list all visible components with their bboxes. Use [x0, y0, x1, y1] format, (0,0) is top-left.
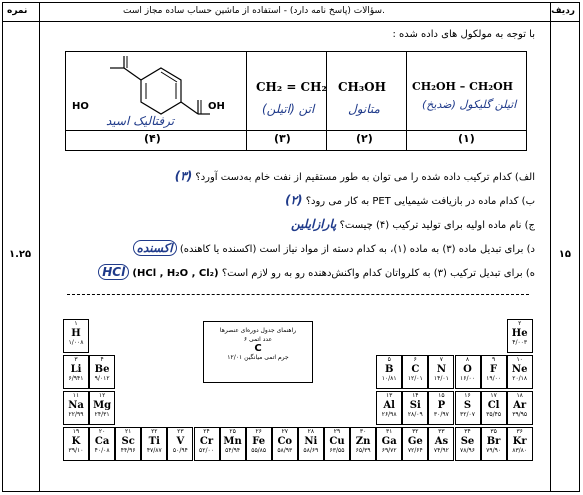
atomic-number: ۲۱: [124, 428, 132, 435]
atomic-mass: ۸۳/۸۰: [512, 447, 528, 454]
answer-a: (۳): [174, 169, 193, 183]
element-ar: [507, 391, 533, 425]
element-br: [481, 427, 507, 461]
element-ga: [376, 427, 402, 461]
element-symbol: V: [176, 436, 185, 447]
element-symbol: Ga: [381, 436, 397, 447]
element-symbol: P: [437, 400, 446, 411]
exam-sheet: [2, 2, 580, 492]
question-e-text: ه) برای تبدیل ترکیب (۳) به کلرواتان کدام واکنش‌دهنده رو به رو لازم است؟: [221, 268, 535, 279]
header-row-number: ردیف: [551, 6, 575, 16]
atomic-number: ۱۷: [490, 392, 497, 399]
atomic-number: ۵: [387, 356, 391, 363]
element-as: [428, 427, 454, 461]
legend-z-label: عدد اتمی: [249, 336, 273, 343]
atomic-mass: ۱۹/۰۰: [486, 375, 502, 382]
element-li: [63, 355, 89, 389]
atomic-mass: ۲۰/۱۸: [512, 375, 528, 382]
legend-mass-label: جرم اتمی میانگین: [244, 354, 289, 361]
element-cr: [194, 427, 220, 461]
atomic-mass: ۵۴/۹۴: [225, 447, 241, 454]
atomic-number: ۱۳: [385, 392, 393, 399]
atomic-number: ۹: [491, 356, 496, 363]
element-symbol: Fe: [252, 436, 266, 447]
molecule-label-3: (۳): [274, 132, 291, 145]
atomic-number: ۲۴: [203, 428, 210, 435]
element-symbol: Ge: [407, 436, 423, 447]
element-symbol: Be: [94, 364, 110, 375]
element-mn: [220, 427, 246, 461]
atomic-mass: ۳۹/۹۵: [512, 411, 528, 418]
element-symbol: Cl: [487, 400, 500, 411]
element-symbol: H: [71, 328, 81, 339]
atomic-number: ۲۷: [281, 428, 289, 435]
element-s: [455, 391, 481, 425]
atomic-mass: ۳۵/۴۵: [486, 411, 502, 418]
atomic-mass: ۹/۰۱۲: [94, 375, 110, 382]
atomic-number: ۲۹: [333, 428, 341, 435]
element-symbol: Sc: [121, 436, 135, 447]
question-d: [133, 241, 535, 255]
molecule-label-row: [66, 130, 526, 131]
element-ge: [402, 427, 428, 461]
section-divider: [67, 294, 529, 295]
element-se: [455, 427, 481, 461]
atomic-mass: ۵۰/۹۴: [172, 447, 188, 454]
atomic-mass: ۷۲/۶۴: [407, 447, 423, 454]
question-c-text: ج) نام ماده اولیه برای تولید ترکیب (۴) چیست؟: [339, 220, 535, 231]
element-ni: [298, 427, 324, 461]
element-symbol: Ti: [148, 436, 160, 447]
answer-e-circle: HCl: [98, 264, 129, 280]
atomic-mass: ۱۶/۰۰: [460, 375, 475, 382]
legend-symbol: C: [254, 343, 262, 354]
answer-d-circle: اکسنده: [133, 240, 177, 256]
atomic-mass: ۵۸/۶۹: [303, 447, 319, 454]
atomic-number: ۲۲: [151, 428, 158, 435]
periodic-table: [63, 315, 533, 465]
element-symbol: Na: [68, 400, 84, 411]
atomic-number: ۲۵: [229, 428, 236, 435]
atomic-mass: ۳۲/۰۷: [460, 411, 475, 418]
atomic-number: ۳۱: [385, 428, 393, 435]
question-intro: با توجه به مولکول های داده شده :: [392, 29, 535, 40]
atomic-mass: ۶۳/۵۵: [329, 447, 345, 454]
element-symbol: C: [411, 364, 420, 375]
molecule-formula-2: CH₃OH: [338, 80, 386, 94]
atomic-number: ۱۵: [438, 392, 445, 399]
molecule-formula-1: CH₂OH – CH₂OH: [412, 80, 514, 93]
element-symbol: O: [463, 364, 472, 375]
atomic-mass: ۵۲/۰۰: [199, 447, 214, 454]
molecule-formula-3: CH₂ = CH₂: [256, 80, 327, 94]
question-score: ۱.۲۵: [9, 249, 32, 260]
molecule-label-4: (۴): [144, 132, 161, 145]
element-symbol: He: [511, 328, 528, 339]
atomic-mass: ۱۴/۰۱: [433, 375, 449, 382]
molecule-cell-divider: [406, 52, 407, 150]
atomic-mass: ۵۵/۸۵: [251, 447, 267, 454]
question-a: [175, 169, 535, 183]
molecule-cell-divider: [326, 52, 327, 150]
element-symbol: K: [71, 436, 81, 447]
element-n: [428, 355, 454, 389]
legend-title: راهنمای جدول دوره‌ای عنصرها: [219, 327, 297, 334]
element-p: [428, 391, 454, 425]
element-symbol: F: [490, 364, 498, 375]
atomic-number: ۸: [465, 356, 470, 363]
handwritten-name-2: متانول: [348, 102, 380, 116]
header-row: [3, 3, 579, 22]
atomic-mass: ۲۲/۹۹: [68, 411, 84, 418]
atomic-number: ۲: [518, 320, 522, 327]
element-symbol: Zn: [355, 436, 371, 447]
atomic-mass: ۳۰/۹۷: [433, 411, 449, 418]
element-cl: [481, 391, 507, 425]
oh-group-label: OH: [208, 101, 225, 112]
row-column-divider: [550, 3, 551, 491]
atomic-number: ۳۲: [412, 428, 419, 435]
atomic-mass: ۶۹/۷۲: [381, 447, 397, 454]
handwritten-name-1: اتیلن گلیکول (ضدیخ): [422, 98, 517, 111]
element-symbol: B: [384, 364, 394, 375]
atomic-mass: ۶۵/۳۹: [355, 447, 371, 454]
element-symbol: Al: [383, 400, 395, 411]
element-fe: [246, 427, 272, 461]
element-symbol: Co: [277, 436, 293, 447]
element-ti: [141, 427, 167, 461]
atomic-number: ۴: [100, 356, 104, 363]
atomic-number: ۷: [439, 356, 443, 363]
element-mg: [89, 391, 115, 425]
ho-group-label: HO: [72, 101, 89, 112]
atomic-mass: ۲۶/۹۸: [381, 411, 397, 418]
atomic-number: ۳۰: [359, 428, 367, 435]
atomic-number: ۱۱: [72, 392, 80, 399]
element-symbol: Cr: [199, 436, 214, 447]
element-o: [455, 355, 481, 389]
atomic-number: ۲۳: [177, 428, 184, 435]
legend-z: ۶: [243, 336, 248, 343]
molecule-label-1: (۱): [458, 132, 475, 145]
atomic-number: ۱۹: [72, 428, 80, 435]
atomic-mass: ۴۰/۰۸: [94, 447, 110, 454]
element-kr: [507, 427, 533, 461]
atomic-mass: ۳۹/۱۰: [68, 447, 84, 454]
atomic-mass: ۵۸/۹۳: [277, 447, 293, 454]
atomic-number: ۱۸: [516, 392, 523, 399]
element-symbol: Cu: [329, 436, 345, 447]
element-symbol: Ni: [304, 436, 318, 447]
element-symbol: Br: [486, 436, 501, 447]
element-symbol: Mn: [223, 436, 242, 447]
element-na: [63, 391, 89, 425]
question-e-options: (HCl , H₂O , Cl₂): [132, 268, 219, 279]
element-be: [89, 355, 115, 389]
element-b: [376, 355, 402, 389]
atomic-number: ۳۴: [464, 428, 471, 435]
question-e: [98, 265, 535, 279]
atomic-number: ۱۲: [98, 392, 106, 399]
element-v: [167, 427, 193, 461]
element-symbol: S: [463, 400, 472, 411]
question-a-text: الف) کدام ترکیب داده شده را می توان به طور مستقیم از نفت خام به‌دست آورد؟: [195, 172, 535, 183]
atomic-number: ۳۳: [438, 428, 445, 435]
score-column-divider: [39, 3, 40, 491]
element-si: [402, 391, 428, 425]
atomic-mass: ۶/۹۴۱: [68, 375, 84, 382]
question-b: [285, 193, 535, 207]
handwritten-name-4: ترفتالیک اسید: [106, 114, 175, 128]
atomic-number: ۶: [413, 356, 417, 363]
atomic-number: ۲۰: [98, 428, 106, 435]
element-ca: [89, 427, 115, 461]
element-symbol: Li: [70, 364, 82, 375]
answer-c: پارازایلین: [291, 217, 337, 231]
element-al: [376, 391, 402, 425]
atomic-mass: ۷۸/۹۶: [460, 447, 475, 454]
atomic-number: ۱۶: [464, 392, 471, 399]
handwritten-name-3: اتن (اتیلن): [262, 102, 315, 116]
atomic-number: ۱: [74, 320, 78, 327]
element-symbol: Mg: [93, 400, 112, 411]
element-cu: [324, 427, 350, 461]
atomic-mass: ۱۲/۰۱: [407, 375, 423, 382]
element-c: [402, 355, 428, 389]
element-zn: [350, 427, 376, 461]
question-b-text: ب) کدام ماده در بازیافت شیمیایی PET به کار می رود؟: [305, 196, 535, 207]
question-d-text: د) برای تبدیل ماده (۳) به ماده (۱)، به کدام دسته از مواد نیاز است (اکسنده یا کاهنده): [179, 244, 535, 255]
element-symbol: Ca: [94, 436, 110, 447]
atomic-number: ۳۵: [490, 428, 497, 435]
atomic-number: ۳: [74, 356, 78, 363]
atomic-mass: ۷۴/۹۲: [433, 447, 449, 454]
header-score: نمره: [7, 6, 28, 16]
element-symbol: N: [436, 364, 446, 375]
question-c: [291, 217, 535, 231]
atomic-mass: ۱۰/۸۱: [381, 375, 397, 382]
element-sc: [115, 427, 141, 461]
atomic-mass: ۴/۰۰۳: [512, 339, 528, 346]
atomic-mass: ۴۷/۸۷: [146, 447, 162, 454]
atomic-number: ۳۶: [516, 428, 523, 435]
legend-mass: ۱۲/۰۱: [227, 354, 243, 361]
element-symbol: As: [434, 436, 449, 447]
element-symbol: Kr: [512, 436, 527, 447]
periodic-table-legend: [203, 321, 313, 383]
element-ne: [507, 355, 533, 389]
atomic-mass: ۷۹/۹۰: [486, 447, 502, 454]
answer-b: (۲): [285, 193, 303, 207]
element-co: [272, 427, 298, 461]
header-questions: سؤالات (پاسخ نامه دارد) - استفاده از ماشین حساب ساده مجاز است.: [123, 6, 385, 16]
atomic-number: ۲۶: [255, 428, 262, 435]
atomic-mass: ۱/۰۰۸: [68, 339, 84, 346]
molecule-label-2: (۲): [356, 132, 373, 145]
atomic-number: ۱۴: [412, 392, 419, 399]
element-k: [63, 427, 89, 461]
question-number: ۱۵: [558, 249, 571, 260]
element-he: [507, 319, 533, 353]
molecule-cell-divider: [246, 52, 247, 150]
element-h: [63, 319, 89, 353]
atomic-mass: ۲۸/۰۹: [407, 411, 423, 418]
element-symbol: Ar: [513, 400, 527, 411]
atomic-number: ۱۰: [516, 356, 523, 363]
atomic-mass: ۴۴/۹۶: [120, 447, 136, 454]
element-f: [481, 355, 507, 389]
atomic-mass: ۲۴/۳۱: [94, 411, 110, 418]
element-symbol: Se: [460, 436, 475, 447]
element-symbol: Si: [409, 400, 421, 411]
element-symbol: Ne: [511, 364, 528, 375]
atomic-number: ۲۸: [307, 428, 315, 435]
molecules-table: [65, 51, 527, 151]
